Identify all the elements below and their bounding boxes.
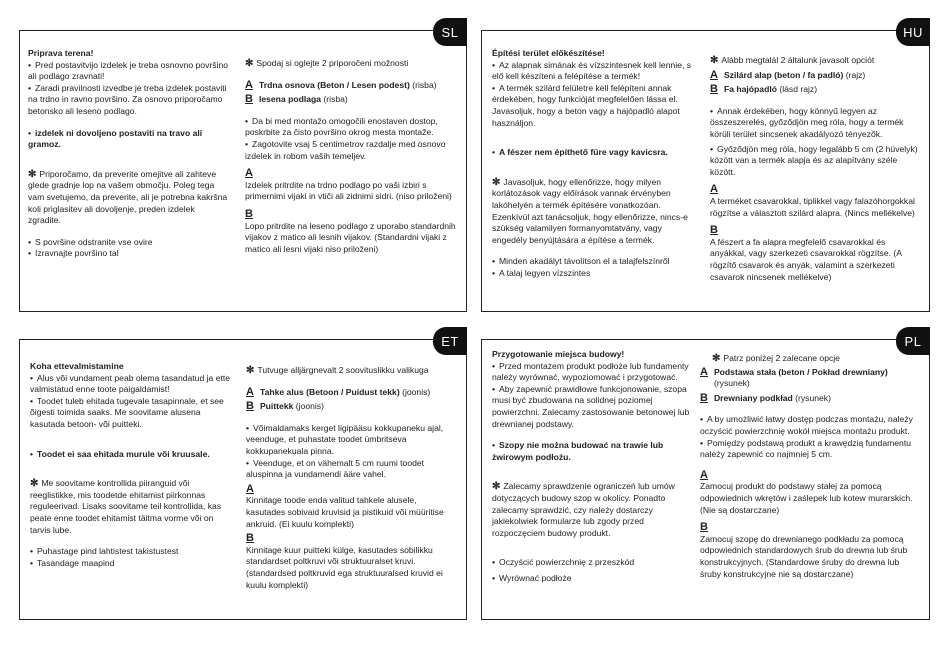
panel-pl xyxy=(481,333,930,620)
panel-sl xyxy=(19,24,467,312)
left-column xyxy=(492,48,697,280)
section-b-letter: B xyxy=(700,521,708,534)
section-b-letter: B xyxy=(710,224,718,237)
section-a-text: Zamocuj produkt do podstawy stałej za pomocą odpowiednich wkrętów i zaślepek lub kotew murarskich. (Nie są dostarczane) xyxy=(700,481,913,515)
right-column xyxy=(245,58,457,255)
option-b: B Fa hajópadló (lásd rajz) xyxy=(710,83,818,96)
options-intro: ✻ Alább megtalál 2 általunk javasolt opciót xyxy=(710,55,920,67)
section-b-text: Zamocuj szopę do drewnianego podkładu za pomocą odpowiednich standardowych śrub do drewna lub śrub konstrukcyjnych. (Standardowe śruby do drewna lub śruby konstrukcyjne nie są dostarczane) xyxy=(700,533,908,579)
right-column xyxy=(700,353,916,580)
section-b-letter: B xyxy=(245,207,253,220)
bullet-2: • Aby zapewnić prawidłowe funkcjonowanie, szopa musi być zbudowana na solidnej poziomej powierzchni. Zalecamy zastosowanie betonowej lub drewnianej podstawy. xyxy=(492,384,697,430)
option-a: A Szilárd alap (beton / fa padló) (rajz) xyxy=(710,68,866,81)
section-a-text: Izdelek pritrdite na trdno podlago po vaši izbiri s primernimi vijaki in vtiči ali zidnimi sidri. (niso priloženi) xyxy=(245,179,452,202)
warning: • Toodet ei saa ehitada murule või kruusale. xyxy=(30,449,235,461)
bullet-1: • Alus või vundament peab olema tasandatud ja ette valmistatud enne toote paigaldamist! xyxy=(30,373,235,396)
section-b-text: Kinnitage kuur puitteki külge, kasutades sobilikku standardset poltkruvi või struktuuralset kruvi. (standardsed poltkruvid ega struktuuralsed kruvid ei kuulu komplekti) xyxy=(246,544,443,590)
options-intro: ✻ Spodaj si oglejte 2 priporočeni možnosti xyxy=(245,58,457,70)
option-a: A Trdna osnova (Beton / Lesen podest) (risba) xyxy=(245,78,437,91)
right-column xyxy=(710,55,920,283)
section-b-text: Lopo pritrdite na leseno podlago z uporabo standardnih vijakov z maticо ali lesnih vijakov. (Standardni vijaki z matico ali lesni vijaki niso priloženi) xyxy=(245,220,456,254)
requirement-2: • Győződjön meg róla, hogy legalább 5 cm (2 hüvelyk) között van a termék alapja és az alapítvány széle között. xyxy=(710,144,920,179)
section-b-text: A fészert a fa alapra megfelelő csavarokkal és anyákkal, vagy szerkezeti csavarokkal rögzítse. (A rögzítő csavarok és anyák, valamint a szerkezeti csavarok nincsenek mellékelve) xyxy=(710,236,902,282)
requirement-2: • Pomiędzy podstawą produkt a krawędzią fundamentu należy zapewnić co najmniej 5 cm. xyxy=(700,438,916,461)
note: ✻ Javasoljuk, hogy ellenőrizze, hogy milyen korlátozások vagy előírások vannak érvényben lakóhelyén a termék építésére vonatkozóan. Ezenkívül azt tanácsoljuk, hogy ellenőrizze, nincs-e szükség valamilyen formanyomtatvány, vagy engedély benyújtására a építése a termék. xyxy=(492,177,697,247)
requirement-2: • Veenduge, et on vähemalt 5 cm ruumi toodet aluspinna ja vundamendi ääre vahel. xyxy=(246,458,458,481)
bullet-2: • Toodet tuleb ehitada tugevale tasapinnale, et see õigesti toimida saaks. Me soovitame alusena kasutada betoon- või puitteki. xyxy=(30,396,235,431)
bullet-2: • A termék szilárd felületre kell felépíteni annak érdekében, hogy funkcióját megfelelően lássa el. Javasoljuk, hogy a beton vagy a hajópadló alapot használjon. xyxy=(492,83,697,129)
section-a-letter: A xyxy=(710,183,718,196)
left-column xyxy=(30,361,235,569)
warning: • A fészer nem építhető füre vagy kavicsra. xyxy=(492,147,697,159)
heading: Przygotowanie miejsca budowy! xyxy=(492,349,625,359)
requirement-1: • Võimaldamaks kerget ligipääsu kokkupaneku ajal, veenduge, et puhastate toodet ümbritseva kokkupanekuala pinna. xyxy=(246,423,458,458)
checklist-2: • Tasandage maapind xyxy=(30,558,235,570)
requirement-1: • Annak érdekében, hogy könnyű legyen az összeszerelés, győződjön meg róla, hogy a termék körüli terület sincsenek akadályozó tényezők. xyxy=(710,106,920,141)
note: ✻ Priporočamo, da preverite omejitve ali zahteve glede gradnje lop na vašem območju. Poleg tega vam svetujemo, da preverite, ali je potrebna kakršna koli priglasitev ali dovoljenje, preden izdelek zgradite. xyxy=(28,169,228,227)
checklist-1: • Oczyścić powierzchnię z przeszkód xyxy=(492,557,697,569)
bullet-2: • Zaradi pravilnosti izvedbe je treba izdelek postaviti na trdno in ravno površino. Za osnovo priporočamo betonsko ali leseno podlago. xyxy=(28,83,228,118)
option-b: B lesena podlaga (risba) xyxy=(245,93,348,106)
note: ✻ Me soovitame kontrollida piiranguid või reeglistikke, mis toodetde ehitamist piirkonnas reguleerivad. Lisaks soovitame teil kontrollida, kas peate enne toodet ehitamist täitma vorme või on tarvis lube. xyxy=(30,478,235,536)
section-a-text: A terméket csavarokkal, tiplikkel vagy falazóhorgokkal rögzítse a választott szilárd alapra. (Nincs mellékelve) xyxy=(710,195,915,218)
note: ✻ Zalecamy sprawdzenie ograniczeń lub umów dotyczących budowy szop w okolicy. Ponadto zalecamy sprawdzić, czy należy dostarczy jakiekolwiek formularze lub zgody przed rozpoczęciem budowy produkt. xyxy=(492,481,697,539)
heading: Építési terület előkészítése! xyxy=(492,48,605,58)
language-badge: PL xyxy=(896,327,930,355)
section-a-text: Kinnitage toode enda valitud tahkele alusele, kasutades sobivaid kruvisid ja pistikuid või müüritise ankruid. (Ei kuulu komplekti) xyxy=(246,495,444,529)
left-column xyxy=(28,48,228,260)
right-column xyxy=(246,365,458,591)
options-intro: ✻ Tutvuge alljärgnevalt 2 soovituslikku valikuga xyxy=(246,365,458,377)
checklist-1: • S površine odstranite vse ovire xyxy=(28,237,228,249)
checklist-2: • Izravnajte površino tal xyxy=(28,248,228,260)
section-a-letter: A xyxy=(700,468,708,481)
checklist-1: • Minden akadályt távolítson el a talajfelszínről xyxy=(492,256,697,268)
option-a: A Podstawa stała (beton / Pokład drewniany) (rysunek) xyxy=(700,365,888,389)
requirement-1: • Da bi med montažo omogočili enostaven dostop, poskrbite za čisto površino okrog mesta montaže. xyxy=(245,116,457,139)
requirement-1: • A by umożliwić łatwy dostęp podczas montażu, należy oczyścić powierzchnię wokół miejsca montażu produkt. xyxy=(700,414,916,437)
heading: Priprava terena! xyxy=(28,48,94,58)
heading: Koha ettevalmistamine xyxy=(30,361,124,371)
warning: • izdelek ni dovoljeno postaviti na travo ali gramoz. xyxy=(28,128,228,151)
section-a-letter: A xyxy=(245,167,253,180)
panel-hu xyxy=(481,24,930,312)
warning: • Szopy nie można budować na trawie lub żwirowym podłożu. xyxy=(492,440,697,463)
option-a: A Tahke alus (Betoon / Puidust tekk) (joonis) xyxy=(246,385,431,398)
option-b: B Drewniany podkład (rysunek) xyxy=(700,391,831,404)
option-b: B Puittekk (joonis) xyxy=(246,400,324,413)
bullet-1: • Az alapnak simának és vízszintesnek kell lennie, s elő kell készíteni a felépítése a termék! xyxy=(492,60,697,83)
bullet-1: • Przed montażem produkt podłoże lub fundamenty należy wyrównać, wypoziomować i przygotować. xyxy=(492,361,697,384)
left-column xyxy=(492,349,697,585)
checklist-2: • A talaj legyen vízszintes xyxy=(492,268,697,280)
panel-et xyxy=(19,333,467,620)
language-badge: SL xyxy=(433,18,467,46)
checklist-1: • Puhastage pind lahtistest takistustest xyxy=(30,546,235,558)
requirement-2: • Zagotovite vsaj 5 centimetrov razdalje med osnovo izdelek in robom vaših temeljev. xyxy=(245,139,457,162)
options-intro: ✻ Patrz poniżej 2 zalecane opcje xyxy=(712,353,916,365)
section-b-letter: B xyxy=(246,532,254,545)
language-badge: ET xyxy=(433,327,467,355)
section-a-letter: A xyxy=(246,482,254,495)
bullet-1: • Pred postavitvijo izdelek je treba osnovno površino ali podlago zravnati! xyxy=(28,60,228,83)
checklist-2: • Wyrównać podłoże xyxy=(492,573,697,585)
language-badge: HU xyxy=(896,18,930,46)
